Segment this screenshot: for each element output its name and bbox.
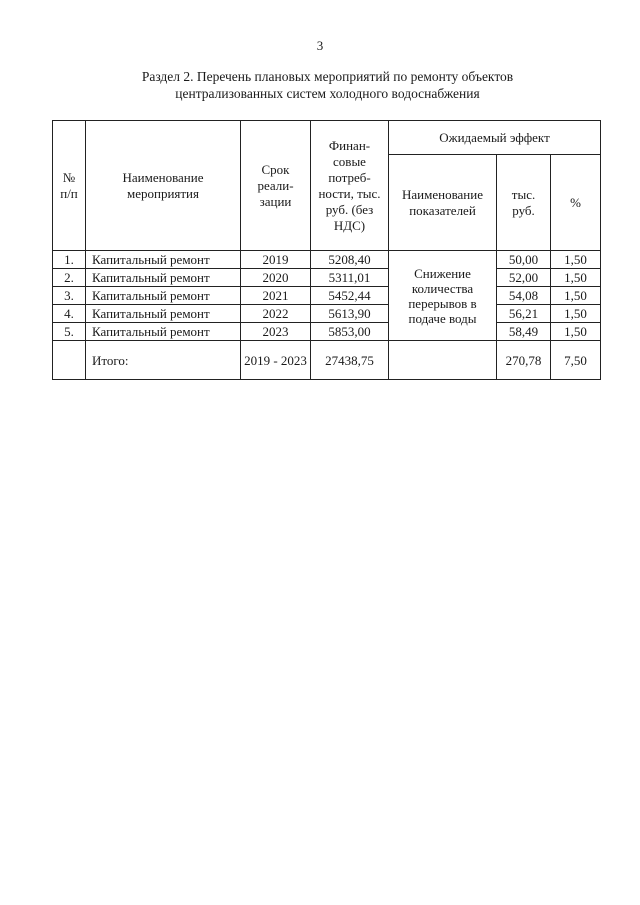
total-num-empty bbox=[53, 341, 86, 380]
total-years: 2019 - 2023 bbox=[241, 341, 311, 380]
total-thousand-rub: 270,78 bbox=[497, 341, 551, 380]
row-percent: 1,50 bbox=[551, 323, 601, 341]
row-thousand-rub: 56,21 bbox=[497, 305, 551, 323]
row-num: 3. bbox=[53, 287, 86, 305]
row-percent: 1,50 bbox=[551, 269, 601, 287]
row-year: 2023 bbox=[241, 323, 311, 341]
row-percent: 1,50 bbox=[551, 251, 601, 269]
table-row bbox=[53, 269, 601, 287]
table-row bbox=[53, 305, 601, 323]
row-measure-name: Капитальный ремонт bbox=[86, 305, 241, 323]
row-num: 2. bbox=[53, 269, 86, 287]
header-thousand-rub: тыс. руб. bbox=[497, 155, 551, 251]
total-label: Итого: bbox=[86, 341, 241, 380]
row-year: 2021 bbox=[241, 287, 311, 305]
header-indicator-name: Наименование показателей bbox=[389, 155, 497, 251]
table-row bbox=[53, 251, 601, 269]
row-finance: 5311,01 bbox=[311, 269, 389, 287]
row-finance: 5208,40 bbox=[311, 251, 389, 269]
row-thousand-rub: 52,00 bbox=[497, 269, 551, 287]
row-finance: 5853,00 bbox=[311, 323, 389, 341]
row-measure-name: Капитальный ремонт bbox=[86, 269, 241, 287]
row-finance: 5452,44 bbox=[311, 287, 389, 305]
section-title-line-2: централизованных систем холодного водоснабжения bbox=[175, 86, 480, 101]
section-title bbox=[60, 68, 595, 102]
page-number: 3 bbox=[316, 38, 324, 53]
row-year: 2020 bbox=[241, 269, 311, 287]
row-num: 1. bbox=[53, 251, 86, 269]
row-measure-name: Капитальный ремонт bbox=[86, 323, 241, 341]
header-num: № п/п bbox=[53, 121, 86, 251]
row-year: 2022 bbox=[241, 305, 311, 323]
table-row bbox=[53, 323, 601, 341]
table-row bbox=[53, 287, 601, 305]
section-title-line-1: Раздел 2. Перечень плановых мероприятий по ремонту объектов bbox=[141, 69, 514, 84]
header-finance: Финан-совые потреб-ности, тыс. руб. (без НДС) bbox=[311, 121, 389, 251]
row-measure-name: Капитальный ремонт bbox=[86, 287, 241, 305]
row-thousand-rub: 58,49 bbox=[497, 323, 551, 341]
effect-description: Снижение количества перерывов в подаче воды bbox=[389, 251, 497, 341]
header-expected-effect: Ожидаемый эффект bbox=[389, 121, 601, 155]
total-indicator-empty bbox=[389, 341, 497, 380]
row-percent: 1,50 bbox=[551, 287, 601, 305]
row-thousand-rub: 50,00 bbox=[497, 251, 551, 269]
total-finance: 27438,75 bbox=[311, 341, 389, 380]
row-measure-name: Капитальный ремонт bbox=[86, 251, 241, 269]
header-term: Срок реали-зации bbox=[241, 121, 311, 251]
row-year: 2019 bbox=[241, 251, 311, 269]
row-thousand-rub: 54,08 bbox=[497, 287, 551, 305]
header-measure-name: Наименование мероприятия bbox=[86, 121, 241, 251]
total-row bbox=[53, 341, 601, 380]
header-percent: % bbox=[551, 155, 601, 251]
row-percent: 1,50 bbox=[551, 305, 601, 323]
measures-table bbox=[52, 120, 601, 380]
row-num: 5. bbox=[53, 323, 86, 341]
row-finance: 5613,90 bbox=[311, 305, 389, 323]
row-num: 4. bbox=[53, 305, 86, 323]
total-percent: 7,50 bbox=[551, 341, 601, 380]
